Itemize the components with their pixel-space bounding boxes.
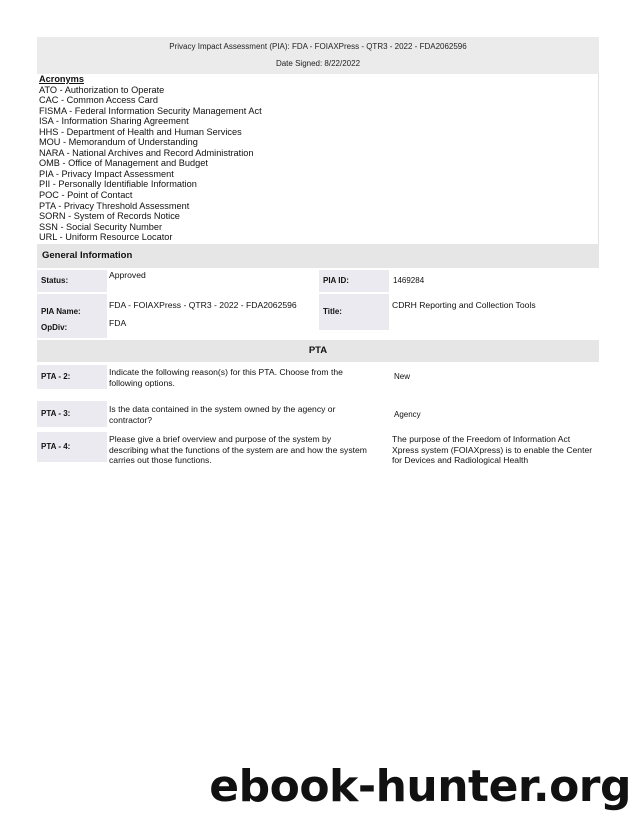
title-label: Title: <box>319 294 389 330</box>
watermark: ebook-hunter.org <box>209 761 631 812</box>
acronym-item: SORN - System of Records Notice <box>39 211 180 222</box>
acronym-item: ISA - Information Sharing Agreement <box>39 116 189 127</box>
pta-row-label: PTA - 4: <box>37 432 107 462</box>
acronym-item: URL - Uniform Resource Locator <box>39 232 173 243</box>
pta-heading: PTA <box>37 340 599 362</box>
pta-row-label: PTA - 3: <box>37 401 107 427</box>
acronym-item: CAC - Common Access Card <box>39 95 158 106</box>
document-title: Privacy Impact Assessment (PIA): FDA - FOIAXPress - QTR3 - 2022 - FDA2062596 <box>169 42 467 51</box>
acronym-item: ATO - Authorization to Operate <box>39 84 165 95</box>
acronym-item: POC - Point of Contact <box>39 190 133 201</box>
pia-document <box>37 37 599 466</box>
pia-id-value: 1469284 <box>393 276 425 285</box>
pia-name-value: FDA - FOIAXPress - QTR3 - 2022 - FDA2062596 <box>109 300 297 310</box>
pia-name-label: PIA Name: <box>37 294 107 330</box>
pta-row-answer: New <box>394 372 411 381</box>
acronym-item: OMB - Office of Management and Budget <box>39 158 208 169</box>
acronyms-section <box>37 74 599 244</box>
acronyms-title: Acronyms <box>39 74 84 84</box>
date-signed: Date Signed: 8/22/2022 <box>275 59 361 68</box>
opdiv-label: OpDiv: <box>37 318 107 338</box>
pta-row-label: PTA - 2: <box>37 365 107 389</box>
acronym-item: PIA - Privacy Impact Assessment <box>39 168 174 179</box>
acronym-item: HHS - Department of Health and Human Services <box>39 126 242 137</box>
general-information-heading: General Information <box>37 244 599 268</box>
general-information-grid <box>37 268 599 338</box>
document-header <box>37 37 599 74</box>
acronym-item: PII - Personally Identifiable Information <box>39 179 197 190</box>
title-value: CDRH Reporting and Collection Tools <box>392 300 536 310</box>
pta-table <box>37 362 599 466</box>
pta-row-question: Is the data contained in the system owned by the agency or contractor? <box>109 404 336 425</box>
pta-row-answer: Agency <box>394 410 421 419</box>
acronym-item: SSN - Social Security Number <box>39 221 163 232</box>
opdiv-value: FDA <box>109 318 127 328</box>
status-value: Approved <box>109 270 146 280</box>
acronym-item: NARA - National Archives and Record Administration <box>39 147 254 158</box>
status-label: Status: <box>37 270 107 292</box>
pta-row-answer: The purpose of the Freedom of Information Act Xpress system (FOIAXpress) is to enable the Center for Devices and Radiological Health <box>392 434 593 465</box>
acronym-item: MOU - Memorandum of Understanding <box>39 137 198 148</box>
pta-row-question: Indicate the following reason(s) for this PTA. Choose from the following options. <box>109 367 343 388</box>
pia-id-label: PIA ID: <box>319 270 389 292</box>
pta-row-question: Please give a brief overview and purpose of the system by describing what the functions of the system are and how the system carries out those functions. <box>109 434 367 465</box>
acronym-item: FISMA - Federal Information Security Management Act <box>39 105 262 116</box>
acronym-item: PTA - Privacy Threshold Assessment <box>39 200 190 211</box>
